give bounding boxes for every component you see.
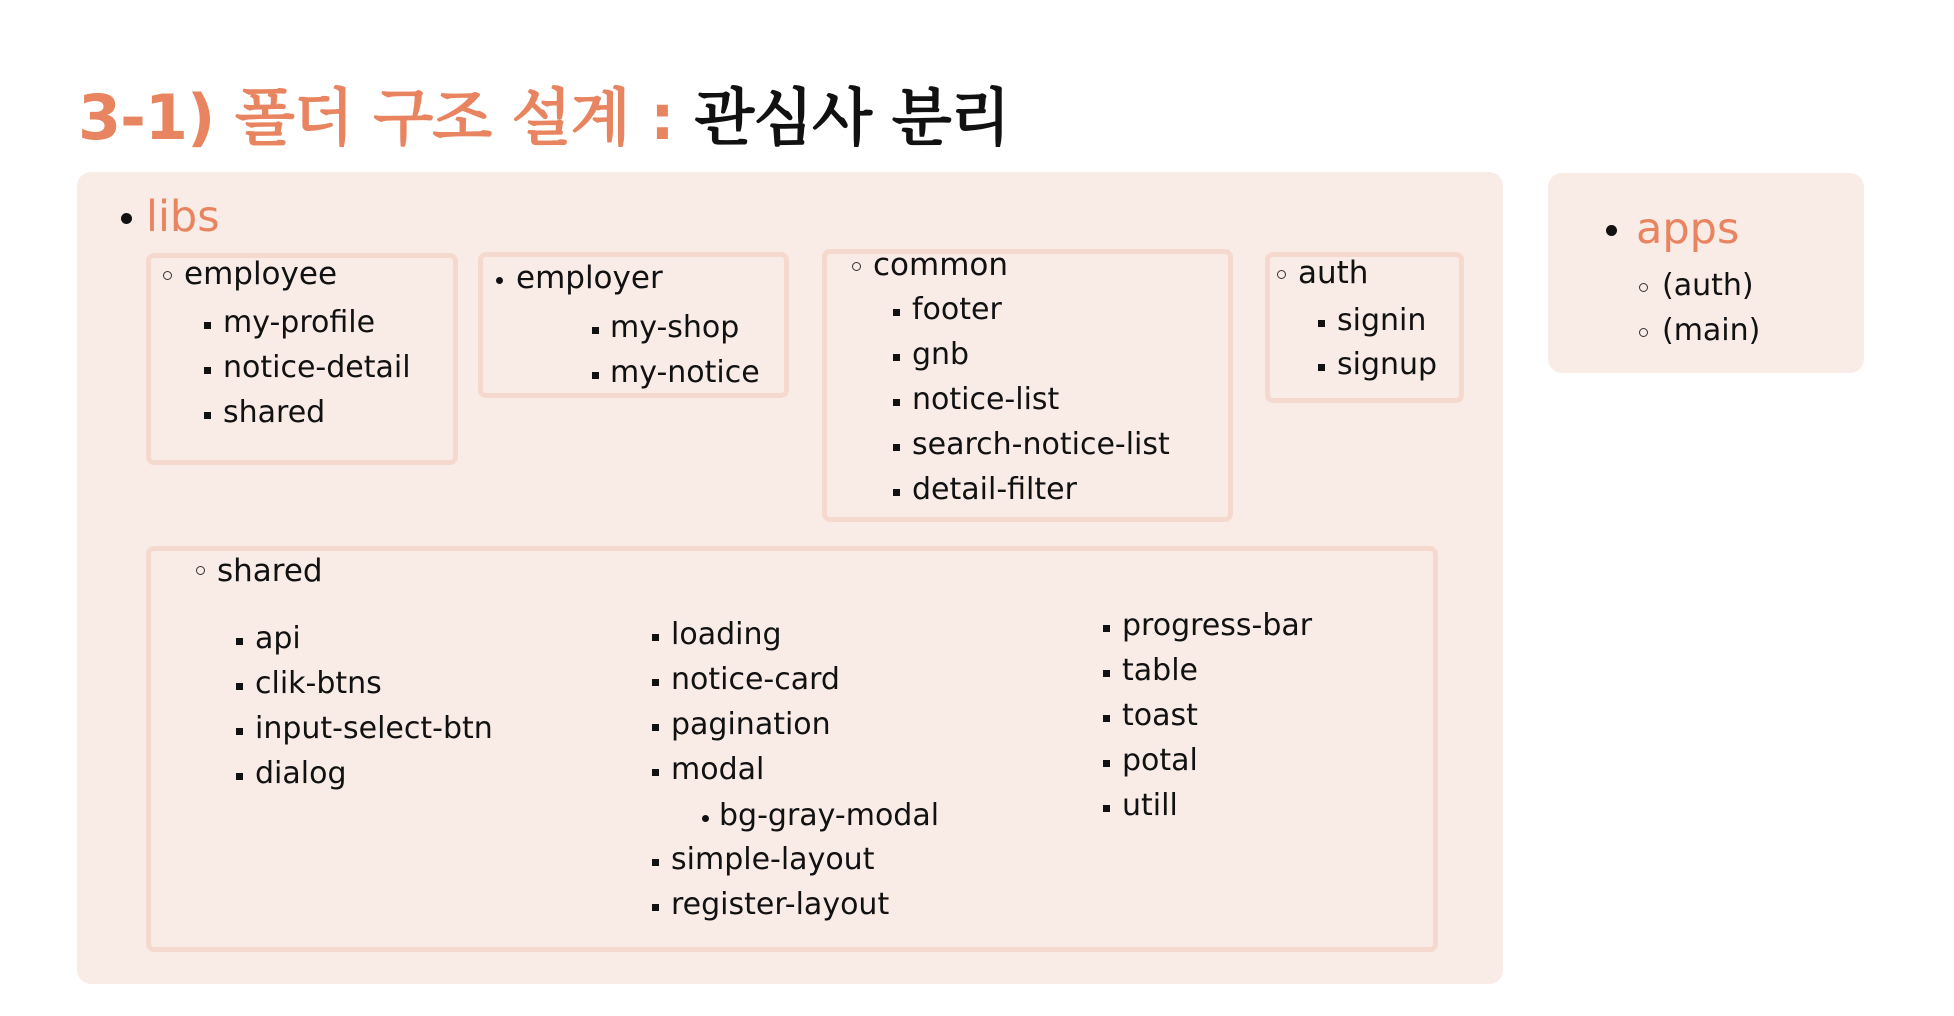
list-item: modal	[671, 752, 765, 787]
list-item: shared	[223, 395, 326, 430]
bullet-icon	[1606, 225, 1617, 236]
common-label: common	[873, 247, 1009, 283]
square-bullet-icon	[236, 773, 243, 780]
bullet-icon	[121, 213, 132, 224]
square-bullet-icon	[652, 859, 659, 866]
list-item: toast	[1122, 698, 1198, 733]
bullet-icon	[702, 815, 709, 822]
square-bullet-icon	[1103, 805, 1110, 812]
circle-bullet-icon	[196, 566, 205, 575]
square-bullet-icon	[893, 399, 900, 406]
list-item: search-notice-list	[912, 427, 1170, 462]
circle-bullet-icon	[852, 262, 861, 271]
square-bullet-icon	[1103, 760, 1110, 767]
list-item: signin	[1337, 303, 1427, 338]
square-bullet-icon	[652, 724, 659, 731]
list-item: notice-card	[671, 662, 840, 697]
square-bullet-icon	[1103, 625, 1110, 632]
title-accent: 3-1) 폴더 구조 설계 :	[78, 81, 674, 154]
list-item: my-shop	[610, 310, 740, 345]
square-bullet-icon	[652, 904, 659, 911]
square-bullet-icon	[893, 309, 900, 316]
page-title	[78, 68, 1009, 157]
square-bullet-icon	[236, 683, 243, 690]
square-bullet-icon	[204, 367, 211, 374]
list-item: input-select-btn	[255, 711, 493, 746]
list-item: clik-btns	[255, 666, 382, 701]
employee-label: employee	[184, 256, 338, 292]
list-item: dialog	[255, 756, 347, 791]
square-bullet-icon	[652, 679, 659, 686]
employer-label: employer	[516, 260, 663, 296]
list-item: api	[255, 621, 301, 656]
square-bullet-icon	[893, 489, 900, 496]
list-item: loading	[671, 617, 782, 652]
square-bullet-icon	[204, 322, 211, 329]
list-item: notice-detail	[223, 350, 411, 385]
square-bullet-icon	[1103, 670, 1110, 677]
circle-bullet-icon	[163, 271, 172, 280]
list-item: gnb	[912, 337, 970, 372]
circle-bullet-icon	[1277, 270, 1286, 279]
list-item: footer	[912, 292, 1002, 327]
list-item: signup	[1337, 347, 1438, 382]
square-bullet-icon	[236, 728, 243, 735]
list-item: bg-gray-modal	[719, 798, 940, 833]
square-bullet-icon	[1318, 320, 1325, 327]
list-item: progress-bar	[1122, 608, 1313, 643]
list-item: (main)	[1662, 313, 1761, 348]
circle-bullet-icon	[1639, 283, 1648, 292]
list-item: (auth)	[1662, 268, 1754, 303]
list-item: simple-layout	[671, 842, 875, 877]
square-bullet-icon	[893, 354, 900, 361]
list-item: register-layout	[671, 887, 890, 922]
list-item: detail-filter	[912, 472, 1077, 507]
list-item: table	[1122, 653, 1198, 688]
bullet-icon	[496, 277, 503, 284]
list-item: potal	[1122, 743, 1198, 778]
list-item: pagination	[671, 707, 831, 742]
title-rest: 관심사 분리	[673, 81, 1010, 154]
circle-bullet-icon	[1639, 328, 1648, 337]
square-bullet-icon	[592, 327, 599, 334]
square-bullet-icon	[236, 638, 243, 645]
square-bullet-icon	[1318, 364, 1325, 371]
square-bullet-icon	[1103, 715, 1110, 722]
square-bullet-icon	[893, 444, 900, 451]
shared-label: shared	[217, 553, 323, 589]
apps-label: apps	[1636, 204, 1740, 254]
list-item: notice-list	[912, 382, 1060, 417]
libs-label: libs	[146, 192, 220, 242]
list-item: utill	[1122, 788, 1178, 823]
square-bullet-icon	[592, 372, 599, 379]
list-item: my-notice	[610, 355, 760, 390]
square-bullet-icon	[652, 769, 659, 776]
auth-label: auth	[1298, 255, 1369, 291]
square-bullet-icon	[652, 634, 659, 641]
list-item: my-profile	[223, 305, 376, 340]
square-bullet-icon	[204, 412, 211, 419]
